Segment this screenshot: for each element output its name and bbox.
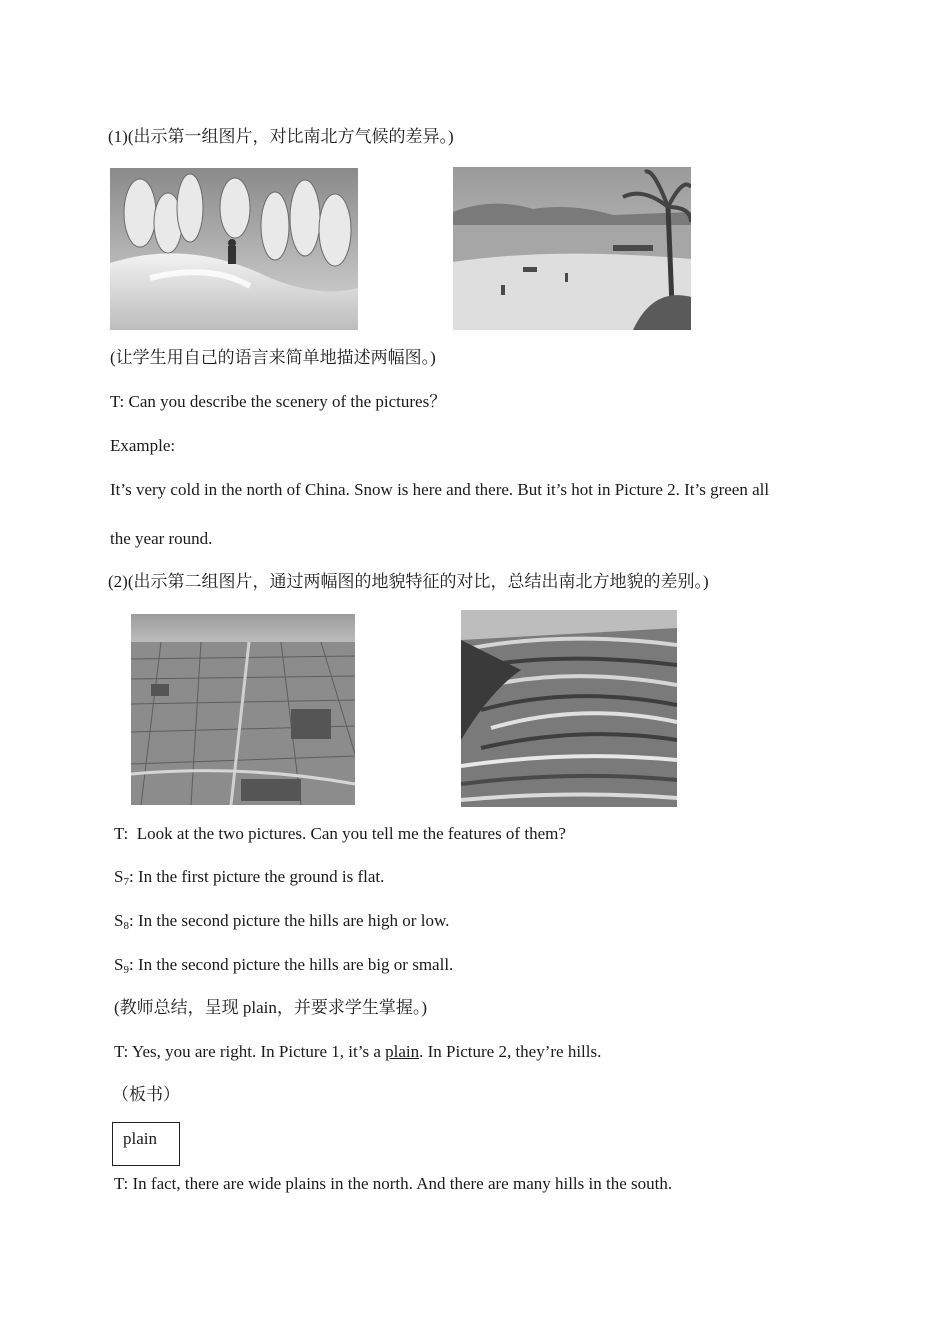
student-8-answer: [114, 910, 449, 937]
section1-instruction: (让学生用自己的语言来简单地描述两幅图。): [110, 348, 436, 367]
speaker-label: S: [114, 867, 124, 886]
beach-scene-image: [453, 167, 691, 330]
keyword-plain: plain: [385, 1042, 420, 1061]
blackboard-word-box: [112, 1122, 180, 1166]
student-7-answer: [114, 866, 384, 893]
teacher-prompt: T: Look at the two pictures. Can you tell me the features of them?: [114, 824, 566, 843]
board-note: （板书）: [112, 1085, 180, 1104]
answer-text: : In the first picture the ground is flat.: [128, 867, 385, 886]
answer-text: : In the second picture the hills are big or small.: [128, 955, 454, 974]
example-line-2: the year round.: [110, 529, 213, 548]
terraced-hills-image: [461, 610, 677, 807]
answer-text-after: . In Picture 2, they’re hills.: [419, 1042, 602, 1061]
example-label: Example:: [110, 436, 176, 455]
answer-text: : In the second picture the hills are high or low.: [128, 911, 450, 930]
speaker-label: S: [114, 955, 124, 974]
speaker-label: S: [114, 911, 124, 930]
plain-aerial-image: [131, 614, 355, 805]
snow-scene-image: [110, 168, 358, 330]
answer-text-before: T: Yes, you are right. In Picture 1, it’s a: [114, 1042, 386, 1061]
example-line-1: It’s very cold in the north of China. Snow is here and there. But it’s hot in Picture 2. It’s green all: [110, 480, 770, 499]
teacher-summary-note: (教师总结，呈现 plain，并要求学生掌握。): [114, 998, 428, 1017]
teacher-question: T: Can you describe the scenery of the pictures？: [110, 392, 447, 411]
speaker-number: 9: [123, 964, 129, 976]
closing-statement: T: In fact, there are wide plains in the north. And there are many hills in the south.: [114, 1174, 673, 1193]
section1-heading: (1)(出示第一组图片，对比南北方气候的差异。): [108, 127, 454, 146]
speaker-number: 8: [123, 920, 129, 932]
blackboard-word: plain: [123, 1129, 157, 1148]
student-9-answer: [114, 954, 453, 981]
speaker-number: 7: [123, 876, 129, 888]
teacher-answer: [114, 1041, 601, 1063]
section2-heading: (2)(出示第二组图片，通过两幅图的地貌特征的对比，总结出南北方地貌的差别。): [108, 572, 709, 591]
